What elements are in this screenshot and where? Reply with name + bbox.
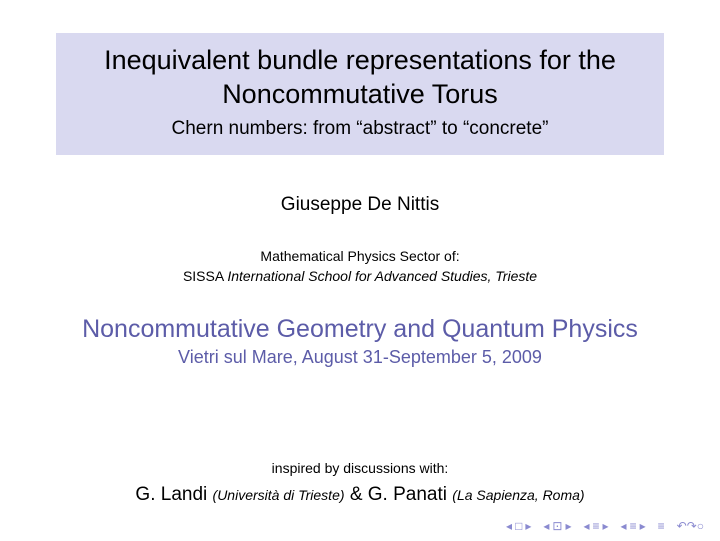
- conference-title: Noncommutative Geometry and Quantum Physics: [82, 315, 638, 343]
- prev-section-icon[interactable]: ◂: [543, 519, 550, 533]
- title-line-2: Noncommutative Torus: [222, 79, 498, 109]
- sissa-abbrev: SISSA: [182, 268, 224, 284]
- search-icon[interactable]: ↶↷○: [676, 519, 704, 533]
- institute-line-1: Mathematical Physics Sector of:: [260, 248, 460, 264]
- collaborator-2: G. Panati: [367, 484, 447, 505]
- ampersand: &: [349, 484, 363, 505]
- institute: [0, 246, 720, 286]
- next-frame-icon[interactable]: ▸: [525, 519, 532, 533]
- frame-icon[interactable]: □: [515, 519, 523, 533]
- next-section-icon[interactable]: ▸: [565, 519, 572, 533]
- subsection-icon[interactable]: ≡: [592, 519, 600, 533]
- collaborator-1-affiliation: (Università di Trieste): [212, 487, 345, 503]
- prev-subsection-icon[interactable]: ◂: [583, 519, 590, 533]
- collaborator-1: G. Landi: [135, 484, 208, 505]
- conference-place: Vietri sul Mare, August 31-September 5, 2009: [178, 347, 542, 367]
- next-slide-icon[interactable]: ▸: [639, 519, 646, 533]
- section-icon[interactable]: ⊡: [552, 519, 563, 533]
- subtitle: Chern numbers: from “abstract” to “concrete”: [171, 118, 549, 139]
- first-frame-icon[interactable]: ◂: [506, 519, 513, 533]
- title-block: [56, 33, 664, 155]
- prev-slide-icon[interactable]: ◂: [620, 519, 627, 533]
- align-icon[interactable]: ≡: [657, 519, 665, 533]
- collaborators: [0, 484, 720, 506]
- title-line-1: Inequivalent bundle representations for the: [104, 45, 616, 75]
- author: Giuseppe De Nittis: [280, 194, 440, 215]
- next-subsection-icon[interactable]: ▸: [602, 519, 609, 533]
- sissa-full-name: International School for Advanced Studies, Trieste: [227, 268, 538, 284]
- collaborator-2-affiliation: (La Sapienza, Roma): [452, 487, 585, 503]
- institute-line-2: [0, 266, 720, 286]
- slide-icon[interactable]: ≡: [629, 519, 637, 533]
- acknowledgment-intro: inspired by discussions with:: [271, 460, 449, 476]
- beamer-navigation: [506, 520, 704, 532]
- conference: [0, 316, 720, 368]
